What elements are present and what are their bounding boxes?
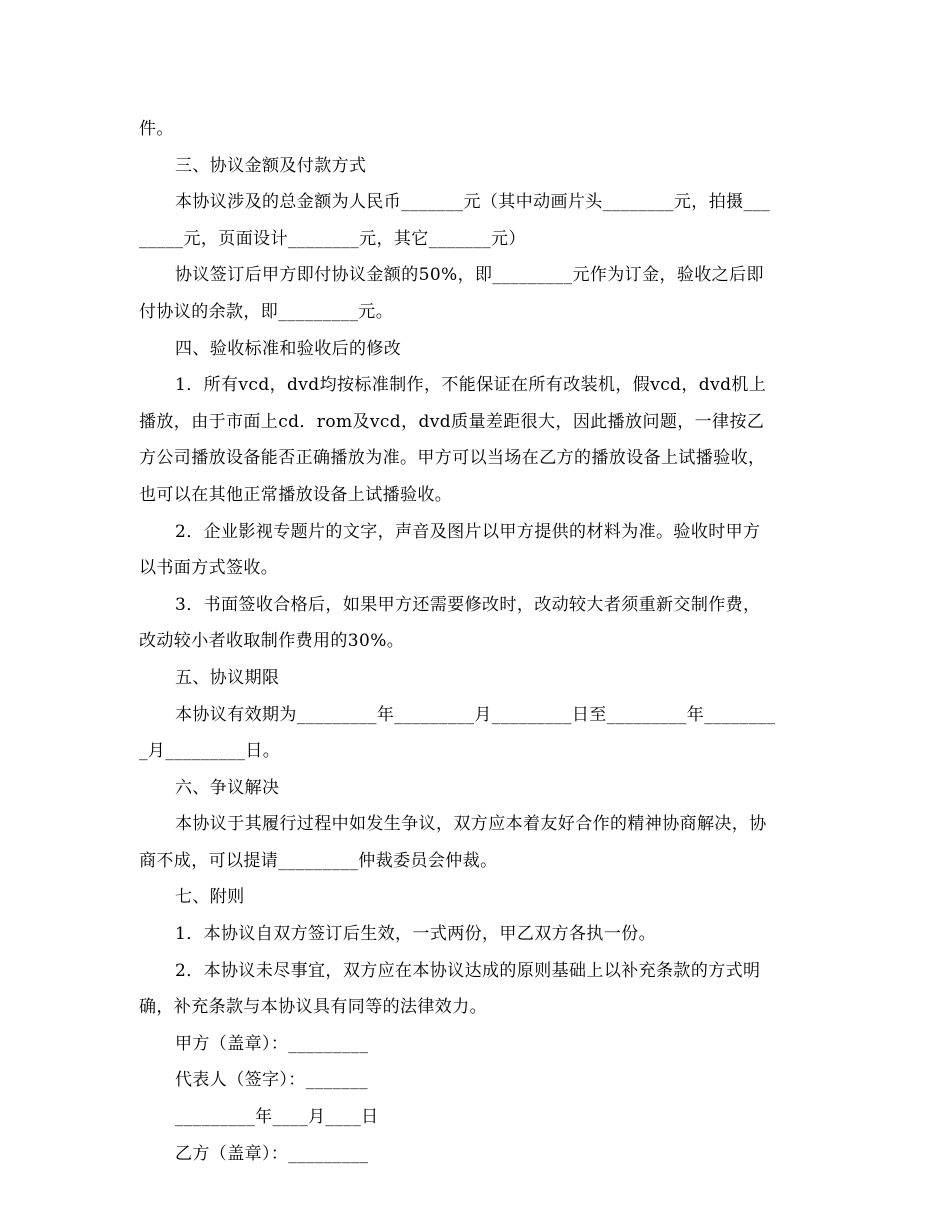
text-line: 1．本协议自双方签订后生效，一式两份，甲乙双方各执一份。 [175, 924, 657, 945]
section-heading-acceptance: 四、验收标准和验收后的修改 [175, 338, 402, 359]
text-line: 确，补充条款与本协议具有同等的法律效力。 [139, 997, 487, 1018]
section-heading-appendix: 七、附则 [175, 887, 245, 908]
text-line: 本协议于其履行过程中如发生争议，双方应本着友好合作的精神协商解决，协 [175, 814, 767, 835]
section-heading-dispute: 六、争议解决 [175, 777, 280, 798]
text-line: 付协议的余款，即_________元。 [139, 301, 394, 322]
text-line: 方公司播放设备能否正确播放为准。甲方可以当场在乙方的播放设备上试播验收， [139, 448, 766, 469]
text-line: 本协议涉及的总金额为人民币_______元（其中动画片头________元，拍摄___ [175, 192, 771, 213]
section-heading-term: 五、协议期限 [175, 667, 280, 688]
text-line: 商不成，可以提请_________仲裁委员会仲裁。 [139, 850, 498, 871]
party-a-seal-line: 甲方（盖章）：_________ [175, 1033, 369, 1054]
text-line: _____元，页面设计________元，其它_______元） [139, 228, 526, 249]
representative-signature-line: 代表人（签字）：_______ [175, 1070, 368, 1091]
text-line: 改动较小者收取制作费用的30%。 [139, 631, 405, 652]
date-line: _________年____月____日 [175, 1107, 379, 1128]
text-line: 件。 [139, 119, 174, 139]
text-line: _月_________日。 [139, 741, 281, 762]
text-line: 1．所有vcd，dvd均按标准制作，不能保证在所有改装机，假vcd，dvd机上 [175, 375, 767, 396]
text-line: 2．本协议未尽事宜，双方应在本协议达成的原则基础上以补充条款的方式明 [175, 960, 761, 981]
party-b-seal-line: 乙方（盖章）：_________ [175, 1143, 369, 1164]
text-line: 3．书面签收合格后，如果甲方还需要修改时，改动较大者须重新交制作费， [175, 594, 761, 615]
text-line: 本协议有效期为_________年_________月_________日至_________年________ [175, 704, 776, 725]
text-line: 协议签订后甲方即付协议金额的50%，即_________元作为订金，验收之后即 [175, 265, 764, 286]
text-line: 2．企业影视专题片的文字，声音及图片以甲方提供的材料为准。验收时甲方 [175, 521, 761, 542]
document-body [139, 111, 817, 1172]
section-heading-amount-payment: 三、协议金额及付款方式 [175, 155, 367, 176]
text-line: 播放，由于市面上cd．rom及vcd，dvd质量差距很大，因此播放问题，一律按乙 [139, 411, 765, 432]
text-line: 也可以在其他正常播放设备上试播验收。 [139, 484, 453, 505]
text-line: 以书面方式签收。 [139, 558, 279, 579]
